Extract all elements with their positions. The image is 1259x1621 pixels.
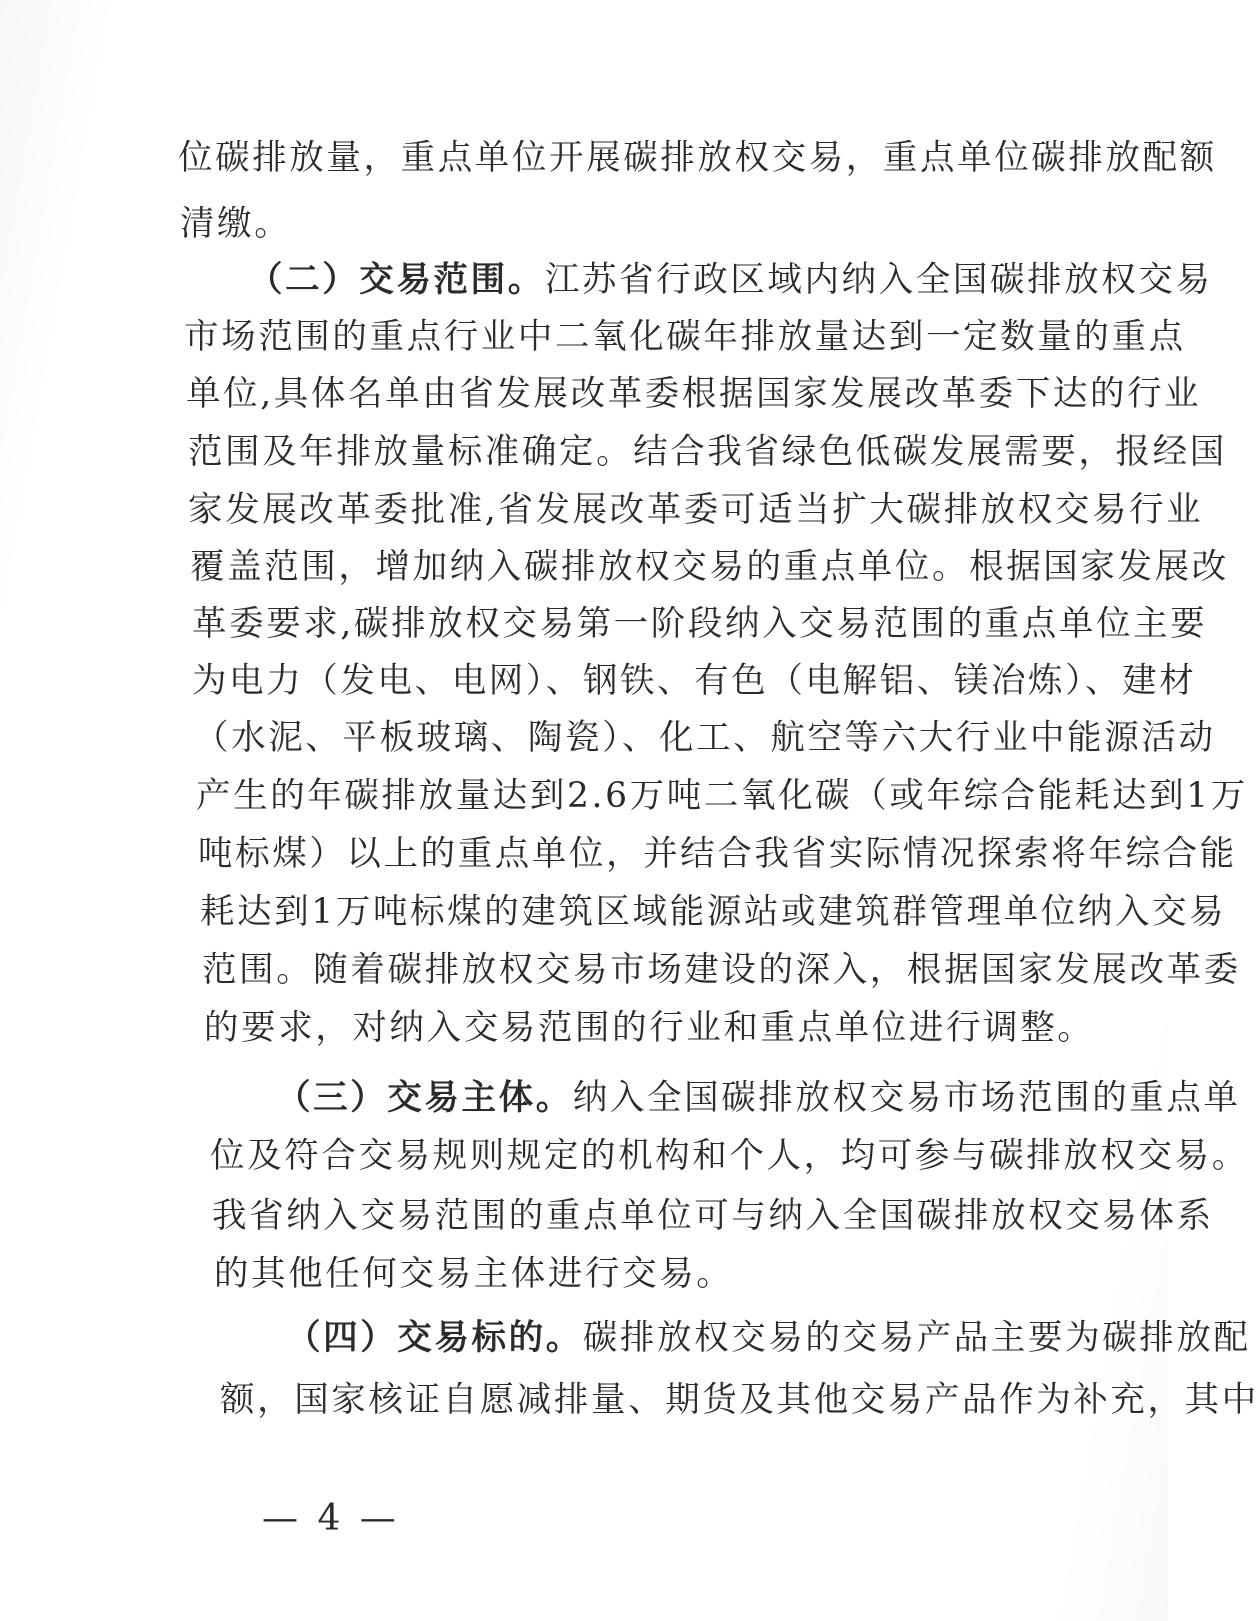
- text-line: [180, 204, 291, 244]
- line-text: 我省纳入交易范围的重点单位可与纳入全国碳排放权交易体系: [212, 1196, 1214, 1236]
- line-text: 覆盖范围，增加纳入碳排放权交易的重点单位。根据国家发展改: [190, 547, 1229, 587]
- line-text: 市场范围的重点行业中二氧化碳年排放量达到一定数量的重点: [184, 317, 1186, 357]
- text-line: [196, 776, 1248, 816]
- line-text: 纳入全国碳排放权交易市场范围的重点单: [572, 1078, 1241, 1118]
- text-line: [188, 432, 1227, 472]
- line-text: 碳排放权交易的交易产品主要为碳排放配: [582, 1318, 1251, 1358]
- text-line: [200, 892, 1226, 932]
- line-text: （水泥、平板玻璃、陶瓷）、化工、航空等六大行业中能源活动: [194, 718, 1216, 758]
- line-text: 范围及年排放量标准确定。结合我省绿色低碳发展需要，报经国: [188, 432, 1227, 472]
- text-line: [202, 950, 1241, 990]
- text-line: [178, 138, 1217, 178]
- text-line: [192, 604, 1207, 644]
- text-line: [188, 490, 1203, 530]
- text-line: [184, 317, 1186, 357]
- line-text: 吨标煤）以上的重点单位，并结合我省实际情况探索将年综合能: [198, 834, 1237, 874]
- text-line: [214, 1254, 733, 1294]
- line-text: 江苏省行政区域内纳入全国碳排放权交易: [544, 260, 1213, 300]
- text-line: [198, 834, 1237, 874]
- section-heading: （三）交易主体。: [276, 1078, 573, 1118]
- text-line: [186, 374, 1201, 414]
- text-line: [190, 547, 1229, 587]
- section-paragraph-start: [248, 260, 1213, 300]
- line-text: 位及符合交易规则规定的机构和个人，均可参与碳排放权交易。: [210, 1136, 1249, 1176]
- section-paragraph-start: [286, 1318, 1251, 1358]
- line-text: 范围。随着碳排放权交易市场建设的深入，根据国家发展改革委: [202, 950, 1241, 990]
- line-text: 的要求，对纳入交易范围的行业和重点单位进行调整。: [204, 1008, 1095, 1048]
- line-text: 位碳排放量，重点单位开展碳排放权交易，重点单位碳排放配额: [178, 138, 1217, 178]
- line-text: 家发展改革委批准,省发展改革委可适当扩大碳排放权交易行业: [188, 490, 1204, 530]
- text-line: [210, 1136, 1249, 1176]
- line-text: 额，国家核证自愿减排量、期货及其他交易产品作为补充，其中: [220, 1380, 1259, 1420]
- text-line: [212, 1196, 1214, 1236]
- line-text: 耗达到1万吨标煤的建筑区域能源站或建筑群管理单位纳入交易: [200, 892, 1227, 932]
- line-text: 单位,具体名单由省发展改革委根据国家发展改革委下达的行业: [186, 374, 1202, 414]
- line-text: 的其他任何交易主体进行交易。: [214, 1254, 734, 1294]
- section-heading: （四）交易标的。: [286, 1318, 583, 1358]
- section-paragraph-start: [276, 1078, 1241, 1118]
- section-heading: （二）交易范围。: [248, 260, 545, 300]
- page-number: — 4 —: [262, 1498, 400, 1539]
- line-text: 产生的年碳排放量达到2.6万吨二氧化碳（或年综合能耗达到1万: [196, 776, 1248, 816]
- line-text: 清缴。: [180, 204, 292, 244]
- text-line: [220, 1380, 1259, 1420]
- line-text: 为电力（发电、电网）、钢铁、有色（电解铝、镁冶炼）、建材: [192, 661, 1197, 701]
- text-line: [204, 1008, 1094, 1048]
- text-line: [194, 718, 1216, 758]
- line-text: 革委要求,碳排放权交易第一阶段纳入交易范围的重点单位主要: [192, 604, 1208, 644]
- text-line: [192, 661, 1196, 701]
